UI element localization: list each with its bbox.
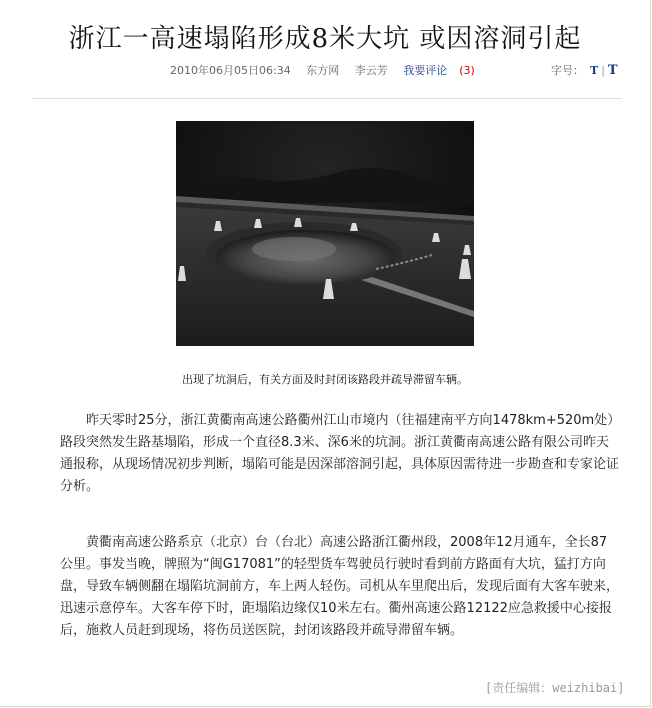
author-name: 李云芳 bbox=[354, 64, 388, 77]
publish-date: 2010年06月05日06:34 bbox=[170, 64, 291, 77]
article-paragraph: 黄衢南高速公路系京（北京）台（台北）高速公路浙江衢州段，2008年12月通车，全长87公里。事发当晚，牌照为“闽G17081”的轻型货车驾驶员行驶时看到前方路面有大坑，猛打方向盘，导致车辆侧翻在塌陷坑洞前方，车上两人轻伤。司机从车里爬出后，发现后面有大客车驶来，迅速示意停车。大客车停下时，距塌陷边缘仅10米左右。衢州高速公路12122应急救援中心接报后，施救人员赶到现场，将伤员送医院，封闭该路段并疏导滞留车辆。 bbox=[60, 535, 620, 638]
comment-count[interactable]: (3) bbox=[459, 64, 475, 77]
article-meta bbox=[170, 62, 499, 78]
sinkhole-night-photo bbox=[176, 121, 474, 346]
font-size-separator: | bbox=[601, 64, 605, 77]
article-photo bbox=[176, 121, 474, 346]
font-small-button[interactable]: T bbox=[590, 64, 599, 77]
article-paragraph: 昨天零时25分，浙江黄衢南高速公路衢州江山市境内（往福建南平方向1478km+520m处）路段突然发生路基塌陷，形成一个直径8.3米、深6米的坑洞。浙江黄衢南高速公路有限公司昨天通报称，从现场情况初步判断，塌陷可能是因深部溶洞引起，具体原因需待进一步勘查和专家论证分析。 bbox=[60, 413, 620, 494]
source-link[interactable]: 东方网 bbox=[306, 64, 340, 77]
font-size-control bbox=[551, 62, 618, 78]
responsible-editor: [责任编辑：weizhibai] bbox=[485, 681, 625, 695]
image-caption: 出现了坑洞后，有关方面及时封闭该路段并疏导滞留车辆。 bbox=[182, 373, 468, 386]
comment-link[interactable] bbox=[403, 64, 487, 77]
font-size-label: 字号： bbox=[551, 64, 584, 77]
comment-label[interactable]: 我要评论 bbox=[403, 64, 448, 77]
font-large-button[interactable]: T bbox=[607, 63, 618, 78]
article-title: 浙江一高速塌陷形成8米大坑 或因溶洞引起 bbox=[68, 24, 582, 54]
title-divider bbox=[32, 98, 622, 99]
